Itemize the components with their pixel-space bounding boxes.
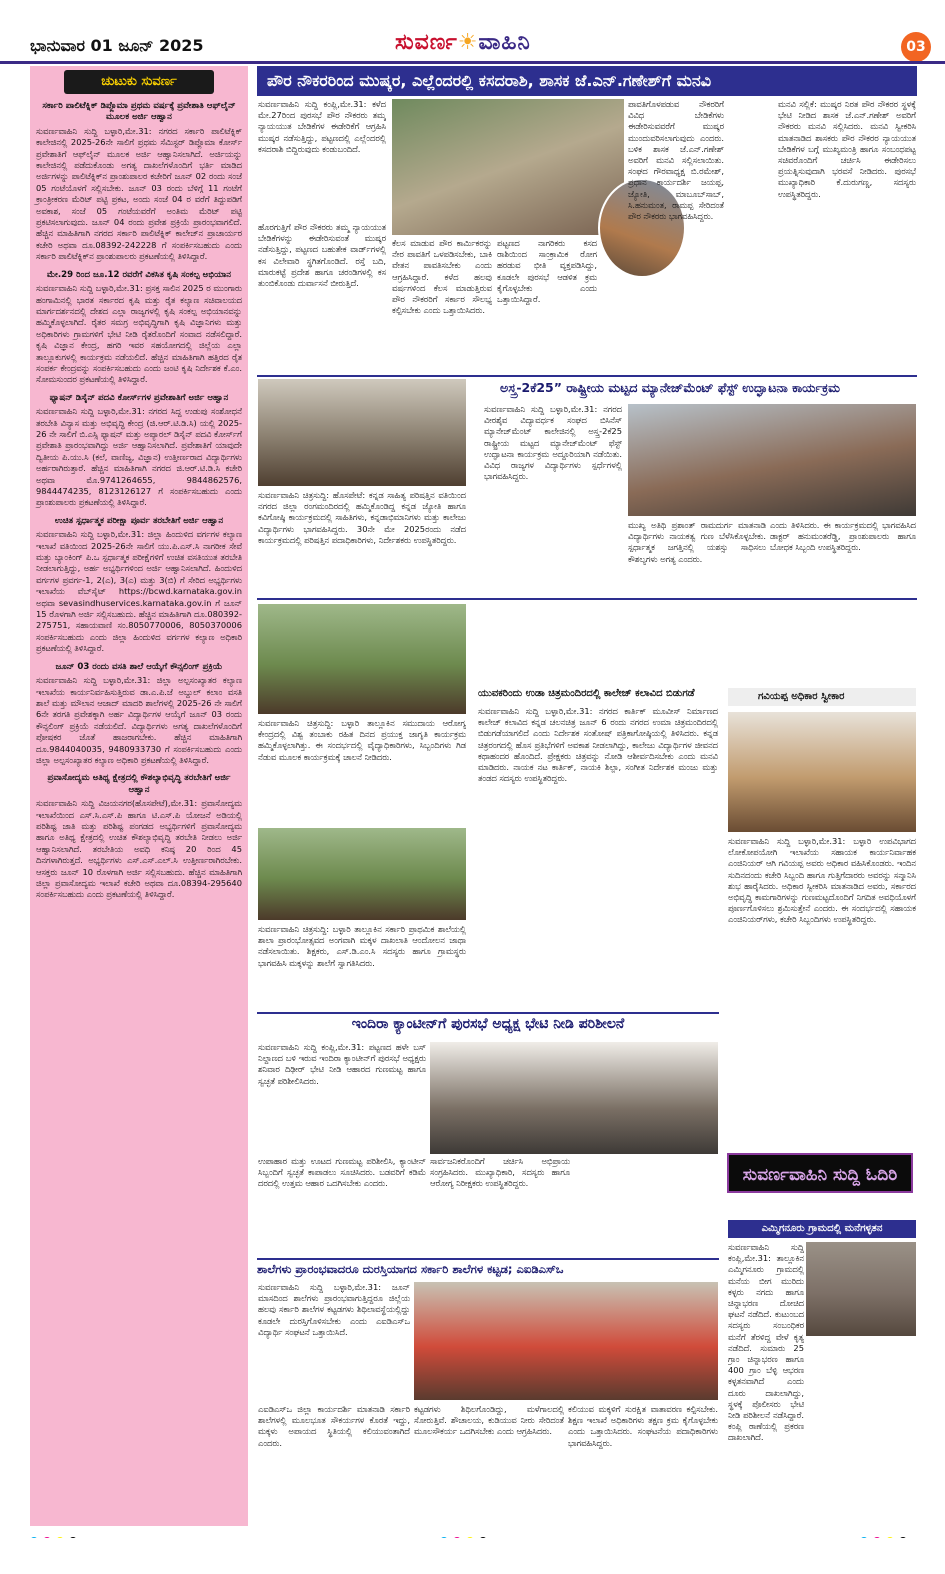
brief-heading: ಸರ್ಕಾರಿ ಪಾಲಿಟೆಕ್ನಿಕ್ ಡಿಪ್ಲೊಮಾ ಪ್ರಥಮ ವರ್ಷಕ್ಕೆ ಪ್ರವೇಶಾತಿ ಆಫ್‌ಲೈನ್ ಮೂಲಕ ಅರ್ಜಿ ಆಹ್ವಾನ: [42, 101, 236, 123]
brief-body: ಸುವರ್ಣವಾಹಿನಿ ಸುದ್ದಿ ವಿಜಯನಗರ(ಹೊಸಪೇಟೆ),ಮೇ.31: ಪ್ರವಾಸೋದ್ಯಮ ಇಲಾಖೆಯಿಂದ ಎಸ್.ಸಿ.ಎಸ್.ಪಿ ಹಾಗೂ ಟಿ.ಎಸ್.ಪಿ ಯೋಜನೆ ಅಡಿಯಲ್ಲಿ ಪರಿಶಿಷ್ಟ ಜಾತಿ ಮತ್ತು ಪರಿಶಿಷ್ಟ ಪಂಗಡದ ಅಭ್ಯರ್ಥಿಗಳಿಗೆ ಪ್ರವಾಸೋದ್ಯಮ ಹಾಗೂ ಅತಿಥ್ಯ ಕ್ಷೇತ್ರದಲ್ಲಿ ಉಚಿತ ಕೌಶಲ್ಯಾಭಿವೃದ್ಧಿ ತರಬೇತಿ ನೀಡಲು ಅರ್ಜಿ ಆಹ್ವಾನಿಸಲಾಗಿದೆ. ತರಬೇತಿಯ ಅವಧಿ ಕನಿಷ್ಠ 20 ರಿಂದ 45 ದಿನಗಳಾಗಿರುತ್ತದೆ. ಅಭ್ಯರ್ಥಿಗಳು ಎಸ್.ಎಸ್.ಎಲ್.ಸಿ ಉತ್ತೀರ್ಣರಾಗಿರಬೇಕು. ಆಸಕ್ತರು ಜೂನ್ 10 ರೊಳಗಾಗಿ ಅರ್ಜಿ ಸಲ್ಲಿಸಬಹುದು. ಹೆಚ್ಚಿನ ಮಾಹಿತಿಗಾಗಿ ಜಿಲ್ಲಾ ಪ್ರವಾಸೋದ್ಯಮ ಇಲಾಖೆ ಕಚೇರಿ ಅಥವಾ ದೂ.08394-295640 ಸಂಪರ್ಕಿಸಬಹುದು ಎಂದು ಪ್ರಕಟಣೆಯಲ್ಲಿ ತಿಳಿಸಿದ್ದಾರೆ.: [36, 798, 242, 900]
brief-heading: ಫ್ಯಾಷನ್ ಡಿಸೈನ್ ಪದವಿ ಕೋರ್ಸ್‌ಗಳ ಪ್ರವೇಶಾತಿಗೆ ಅರ್ಜಿ ಆಹ್ವಾನ: [49, 392, 229, 403]
chutuku-column: [30, 66, 248, 1526]
school-rally-caption: ಸುವರ್ಣವಾಹಿನಿ ಚಿತ್ರಸುದ್ದಿ: ಬಳ್ಳಾರಿ ತಾಲ್ಲೂಕಿನ ಸರ್ಕಾರಿ ಪ್ರಾಥಮಿಕ ಶಾಲೆಯಲ್ಲಿ ಶಾಲಾ ಪ್ರಾರಂಭೋತ್ಸವದ ಅಂಗವಾಗಿ ಮಕ್ಕಳ ದಾಖಲಾತಿ ಆಂದೋಲನ ಜಾಥಾ ನಡೆಸಲಾಯಿತು. ಶಿಕ್ಷಕರು, ಎಸ್.ಡಿ.ಎಂ.ಸಿ ಸದಸ್ಯರು ಹಾಗೂ ಗ್ರಾಮಸ್ಥರು ಭಾಗವಹಿಸಿ ಮಕ್ಕಳನ್ನು ಶಾಲೆಗೆ ಸ್ವಾಗತಿಸಿದರು.: [258, 924, 466, 968]
lead-col3: ಪಟ್ಟಣದ ನಾಗರಿಕರು ಕಸದ ರಾಶಿಯಿಂದ ಸಾಂಕ್ರಾಮಿಕ ರೋಗ ಹರಡುವ ಭೀತಿ ವ್ಯಕ್ತಪಡಿಸಿದ್ದು, ಕೂಡಲೇ ಪುರಸಭೆ ಆಡಳಿತ ಕ್ರಮ ಕೈಗೊಳ್ಳಬೇಕು ಎಂದು ಒತ್ತಾಯಿಸಿದ್ದಾರೆ.: [497, 238, 597, 305]
photo-officer: [728, 712, 916, 832]
officer-headline: ಗವಿಯಪ್ಪ ಅಧಿಕಾರ ಸ್ವೀಕಾರ: [728, 688, 916, 706]
registration-marks-right: [860, 1530, 920, 1538]
newspaper-logo: [395, 30, 531, 55]
divider: [257, 598, 917, 600]
brief-item: [36, 270, 242, 386]
photo-plant-event: [258, 604, 466, 714]
schools-col2: ಕಟ್ಟಡಗಳು ಶಿಥಿಲಗೊಂಡಿದ್ದು, ಮಳೆಗಾಲದಲ್ಲಿ ಸೋರುತ್ತಿವೆ. ಶೌಚಾಲಯ, ಕುಡಿಯುವ ನೀರು ಸೇರಿದಂತೆ ಮೂಲಸೌಕರ್ಯ ಒದಗಿಸಬೇಕು ಎಂದು ಆಗ್ರಹಿಸಿದರು.: [414, 1404, 564, 1437]
brief-body: ಸುವರ್ಣವಾಹಿನಿ ಸುದ್ದಿ ಬಳ್ಳಾರಿ,ಮೇ.31: ಜಿಲ್ಲಾ ಹಿಂದುಳಿದ ವರ್ಗಗಳ ಕಲ್ಯಾಣ ಇಲಾಖೆ ವತಿಯಿಂದ 2025-26ನೇ ಸಾಲಿಗೆ ಯು.ಪಿ.ಎಸ್.ಸಿ ನಾಗರೀಕ ಸೇವೆ ಮತ್ತು ಬ್ಯಾಂಕಿಂಗ್ ಪಿ.ಒ ಸ್ಪರ್ಧಾತ್ಮಕ ಪರೀಕ್ಷೆಗಳಿಗೆ ಉಚಿತ ವಸತಿಯುತ ತರಬೇತಿ ನೀಡಲಾಗುತ್ತಿದ್ದು, ಅರ್ಹ ಅಭ್ಯರ್ಥಿಗಳಿಂದ ಅರ್ಜಿ ಆಹ್ವಾನಿಸಲಾಗಿದೆ. ಹಿಂದುಳಿದ ವರ್ಗಗಳ ಪ್ರವರ್ಗ-1, 2(ಎ), 3(ಎ) ಮತ್ತು 3(ಬಿ) ಗೆ ಸೇರಿದ ಅಭ್ಯರ್ಥಿಗಳು ಇಲಾಖೆಯ ವೆಬ್‌ಸೈಟ್ https://bcwd.karnataka.gov.in ಅಥವಾ sevasindhuservices.karnataka.gov.in ಗೆ ಜೂನ್ 15 ರೊಳಗಾಗಿ ಅರ್ಜಿ ಸಲ್ಲಿಸಬಹುದು. ಹೆಚ್ಚಿನ ಮಾಹಿತಿಗಾಗಿ ದೂ.080392-275751, ಸಹಾಯವಾಣಿ ಸಂ.8050770006, 8050370006 ಸಂಪರ್ಕಿಸಬಹುದು ಎಂದು ಜಿಲ್ಲಾ ಹಿಂದುಳಿದ ವರ್ಗಗಳ ಕಲ್ಯಾಣ ಅಧಿಕಾರಿ ಪ್ರಕಟಣೆಯಲ್ಲಿ ತಿಳಿಸಿದ್ದಾರೆ.: [36, 529, 242, 654]
film-headline: ಯುವಕರಿಂದು ಉಡಾ ಚಿತ್ರಮಂದಿರದಲ್ಲಿ ಕಾಲೇಜ್ ಕಲಾವಿದ ಬಿಡುಗಡೆ: [478, 688, 695, 699]
kannada-event-caption: ಸುವರ್ಣವಾಹಿನಿ ಚಿತ್ರಸುದ್ದಿ: ಹೊಸಪೇಟೆ: ಕನ್ನಡ ಸಾಹಿತ್ಯ ಪರಿಷತ್ತಿನ ವತಿಯಿಂದ ನಗರದ ಜಿಲ್ಲಾ ರಂಗಮಂದಿರದಲ್ಲಿ ಹಮ್ಮಿಕೊಂಡಿದ್ದ ಕನ್ನಡ ಜ್ಯೋತಿ ಹಾಗೂ ಕವಿಗೋಷ್ಠಿ ಕಾರ್ಯಕ್ರಮದಲ್ಲಿ ಸಾಹಿತಿಗಳು, ಕನ್ನಡಾಭಿಮಾನಿಗಳು ಮತ್ತು ಕಾಲೇಜು ವಿದ್ಯಾರ್ಥಿಗಳು ಭಾಗವಹಿಸಿದ್ದರು. 30ನೇ ಮೇ 2025ರಂದು ನಡೆದ ಕಾರ್ಯಕ್ರಮದಲ್ಲಿ ಪರಿಷತ್ತಿನ ಪದಾಧಿಕಾರಿಗಳು, ನಿರ್ದೇಶಕರು ಉಪಸ್ಥಿತರಿದ್ದರು.: [258, 490, 466, 545]
brief-item: [36, 101, 242, 263]
photo-kannada-event: [258, 379, 466, 486]
officer-body: ಸುವರ್ಣವಾಹಿನಿ ಸುದ್ದಿ ಬಳ್ಳಾರಿ,ಮೇ.31: ಬಳ್ಳಾರಿ ಉಪವಿಭಾಗದ ಲೋಕೋಪಯೋಗಿ ಇಲಾಖೆಯ ಸಹಾಯಕ ಕಾರ್ಯನಿರ್ವಾಹಕ ಎಂಜಿನಿಯರ್ ಆಗಿ ಗವಿಯಪ್ಪ ಅವರು ಅಧಿಕಾರ ವಹಿಸಿಕೊಂಡರು. ಇಂದಿನ ಸುದಿನದಂದು ಕಚೇರಿ ಸಿಬ್ಬಂದಿ ಹಾಗೂ ಗುತ್ತಿಗೆದಾರರು ಅವರನ್ನು ಸನ್ಮಾನಿಸಿ ಶುಭ ಹಾರೈಸಿದರು. ಅಧಿಕಾರ ಸ್ವೀಕರಿಸಿ ಮಾತನಾಡಿದ ಅವರು, ಸರ್ಕಾರದ ಅಭಿವೃದ್ಧಿ ಕಾಮಗಾರಿಗಳನ್ನು ಗುಣಮಟ್ಟದೊಂದಿಗೆ ನಿಗದಿತ ಅವಧಿಯೊಳಗೆ ಪೂರ್ಣಗೊಳಿಸಲು ಶ್ರಮಿಸುತ್ತೇನೆ ಎಂದರು. ಈ ಸಂದರ್ಭದಲ್ಲಿ ಸಹಾಯಕ ಎಂಜಿನಿಯರ್‌ಗಳು, ಕಚೇರಿ ಸಿಬ್ಬಂದಿಗಳು ಉಪಸ್ಥಿತರಿದ್ದರು.: [728, 836, 916, 925]
photo-burglary: [806, 1242, 916, 1336]
lead-col2: ಕೆಲಸ ಮಾಡುವ ಪೌರ ಕಾರ್ಮಿಕರನ್ನು ನೇರ ಪಾವತಿಗೆ ಒಳಪಡಿಸಬೇಕು, ಬಾಕಿ ವೇತನ ಪಾವತಿಸಬೇಕು ಎಂದು ಆಗ್ರಹಿಸಿದ್ದಾರೆ. ಕಳೆದ ಹಲವು ವರ್ಷಗಳಿಂದ ಕೆಲಸ ಮಾಡುತ್ತಿರುವ ಪೌರ ನೌಕರರಿಗೆ ಸರ್ಕಾರ ಸೌಲಭ್ಯ ಕಲ್ಪಿಸಬೇಕು ಎಂದು ಒತ್ತಾಯಿಸಿದರು.: [392, 238, 492, 316]
brief-body: ಸುವರ್ಣವಾಹಿನಿ ಸುದ್ದಿ ಬಳ್ಳಾರಿ,ಮೇ.31: ನಗರದ ಸರ್ಕಾರಿ ಪಾಲಿಟೆಕ್ನಿಕ್ ಕಾಲೇಜಿನಲ್ಲಿ 2025-26ನೇ ಸಾಲಿಗೆ ಪ್ರಥಮ ಸೆಮಿಸ್ಟರ್ ಡಿಪ್ಲೊಮಾ ಕೋರ್ಸ್ ಪ್ರವೇಶಾತಿಗೆ ಆಫ್‌ಲೈನ್ ಮೂಲಕ ಅರ್ಜಿ ಆಹ್ವಾನಿಸಲಾಗಿದೆ. ಅರ್ಜಿಯನ್ನು ಕಾಲೇಜಿನಲ್ಲಿ ಪಡೆದುಕೊಂಡು ಅಗತ್ಯ ದಾಖಲೆಗಳೊಂದಿಗೆ ಭರ್ತಿ ಮಾಡಿದ ಅರ್ಜಿಗಳನ್ನು ಪಾಲಿಟೆಕ್ನಿಕ್‌ನ ಪ್ರಾಂಶುಪಾಲರ ಕಚೇರಿಗೆ ಜೂನ್ 02 ರಂದು ಸಂಜೆ 05 ಗಂಟೆಯೊಳಗೆ ಸಲ್ಲಿಸಬೇಕು. ಜೂನ್ 03 ರಂದು ಬೆಳಿಗ್ಗೆ 11 ಗಂಟೆಗೆ ಕ್ರಾಂತ್ರೀಕರಣ ಮೆರಿಟ್ ಪಟ್ಟಿ ಪ್ರಕಟ, ಅಂದು ಸಂಜೆ 04 ರ ವರೆಗೆ ತಿದ್ದುಪಡಿಗೆ ಅವಕಾಶ, ಸಂಜೆ 05 ಗಂಟೆಯವರೆಗೆ ಅಂತಿಮ ಮೆರಿಟ್ ಪಟ್ಟಿ ಪ್ರಕಟಿಸಲಾಗುವುದು. ಜೂನ್ 04 ರಂದು ಪ್ರವೇಶ ಪ್ರಕ್ರಿಯೆ ಪ್ರಾರಂಭವಾಗಲಿದೆ. ಹೆಚ್ಚಿನ ಮಾಹಿತಿಗಾಗಿ ನಗರದ ಸರ್ಕಾರಿ ಪಾಲಿಟೆಕ್ನಿಕ್ ಕಾಲೇಜ್‌ನ ಪ್ರಾಚಾರ್ಯರ ಕಚೇರಿ ಅಥವಾ ದೂ.08392-242228 ಗೆ ಸಂಪರ್ಕಿಸಬಹುದು ಎಂದು ಸರ್ಕಾರಿ ಪಾಲಿಟೆಕ್ನಿಕ್‌ನ ಪ್ರಾಂಶುಪಾಲರು ಪ್ರಕಟಣೆಯಲ್ಲಿ ತಿಳಿಸಿದ್ದಾರೆ.: [36, 125, 242, 262]
lead-col1-bottom: ಹೊರಗುತ್ತಿಗೆ ಪೌರ ನೌಕರರು ತಮ್ಮ ನ್ಯಾಯಯುತ ಬೇಡಿಕೆಗಳನ್ನು ಈಡೇರಿಸುವಂತೆ ಮುಷ್ಕರ ನಡೆಸುತ್ತಿದ್ದು, ಪಟ್ಟಣದ ಬಹುತೇಕ ವಾರ್ಡ್‌ಗಳಲ್ಲಿ ಕಸ ವಿಲೇವಾರಿ ಸ್ಥಗಿತಗೊಂಡಿದೆ. ರಸ್ತೆ ಬದಿ, ಮಾರುಕಟ್ಟೆ ಪ್ರದೇಶ ಹಾಗೂ ಚರಂಡಿಗಳಲ್ಲಿ ಕಸ ತುಂಬಿಕೊಂಡು ದುರ್ವಾಸನೆ ಬೀರುತ್ತಿದೆ.: [258, 222, 386, 289]
divider: [257, 1012, 719, 1014]
schools-col1b: ಎಐಡಿಎಸ್‌ಒ ಜಿಲ್ಲಾ ಕಾರ್ಯದರ್ಶಿ ಮಾತನಾಡಿ ಸರ್ಕಾರಿ ಶಾಲೆಗಳಲ್ಲಿ ಮೂಲಭೂತ ಸೌಕರ್ಯಗಳ ಕೊರತೆ ಇದ್ದು, ಮಕ್ಕಳು ಅಪಾಯದ ಸ್ಥಿತಿಯಲ್ಲಿ ಕಲಿಯುವಂತಾಗಿದೆ ಎಂದರು.: [258, 1404, 410, 1448]
lead-col4: ಪಾವತಿಗೊಳಪಡುವ ನೌಕರರಿಗೆ ವಿವಿಧ ಬೇಡಿಕೆಗಳು ಈಡೇರಿಸುವವರೆಗೆ ಮುಷ್ಕರ ಮುಂದುವರಿಸಲಾಗುವುದು ಎಂದರು. ಬಳಿಕ ಶಾಸಕ ಜೆ.ಎನ್.ಗಣೇಶ್ ಅವರಿಗೆ ಮನವಿ ಸಲ್ಲಿಸಲಾಯಿತು. ಸಂಘದ ಗೌರವಾಧ್ಯಕ್ಷ ಬಿ.ರಮೇಶ್, ಪ್ರಧಾನ ಕಾರ್ಯದರ್ಶಿ ಜಯಪ್ಪ, ಜ್ಯೋತಿ, ಮಾಬೂಬ್‌ಸಾಬ್, ಸಿ.ಹನುಮಂತ, ರಾಮಪ್ಪ ಸೇರಿದಂತೆ ಪೌರ ನೌಕರರು ಭಾಗವಹಿಸಿದ್ದರು.: [628, 99, 724, 222]
plant-event-caption: ಸುವರ್ಣವಾಹಿನಿ ಚಿತ್ರಸುದ್ದಿ: ಬಳ್ಳಾರಿ ತಾಲ್ಲೂಕಿನ ಸಮುದಾಯ ಆರೋಗ್ಯ ಕೇಂದ್ರದಲ್ಲಿ ವಿಶ್ವ ತಂಬಾಕು ರಹಿತ ದಿನದ ಪ್ರಯುಕ್ತ ಜಾಗೃತಿ ಕಾರ್ಯಕ್ರಮ ಹಮ್ಮಿಕೊಳ್ಳಲಾಗಿತ್ತು. ಈ ಸಂದರ್ಭದಲ್ಲಿ ವೈದ್ಯಾಧಿಕಾರಿಗಳು, ಸಿಬ್ಬಂದಿಗಳು ಗಿಡ ನೆಡುವ ಮೂಲಕ ಕಾರ್ಯಕ್ರಮಕ್ಕೆ ಚಾಲನೆ ನೀಡಿದರು.: [258, 718, 466, 762]
photo-astra-guests: [628, 404, 916, 516]
brief-heading: ಮೇ.29 ರಿಂದ ಜೂ.12 ರವರೆಗೆ ವಿಕಸಿತ ಕೃಷಿ ಸಂಕಲ್ಪ ಅಭಿಯಾನ: [46, 269, 232, 280]
canteen-col3: ಸಾರ್ವಜನಿಕರೊಂದಿಗೆ ಚರ್ಚಿಸಿ ಅಭಿಪ್ರಾಯ ಸಂಗ್ರಹಿಸಿದರು. ಮುಖ್ಯಾಧಿಕಾರಿ, ಸದಸ್ಯರು ಹಾಗೂ ಆರೋಗ್ಯ ನಿರೀಕ್ಷಕರು ಉಪಸ್ಥಿತರಿದ್ದರು.: [430, 1156, 570, 1189]
brief-item: [36, 393, 242, 509]
canteen-col2: ಉಪಾಹಾರ ಮತ್ತು ಊಟದ ಗುಣಮಟ್ಟ ಪರಿಶೀಲಿಸಿ, ಕ್ಯಾಂಟೀನ್ ಸಿಬ್ಬಂದಿಗೆ ಸ್ವಚ್ಛತೆ ಕಾಪಾಡಲು ಸೂಚಿಸಿದರು. ಬಡವರಿಗೆ ಕಡಿಮೆ ದರದಲ್ಲಿ ಉತ್ತಮ ಆಹಾರ ಒದಗಿಸಬೇಕು ಎಂದರು.: [258, 1156, 426, 1189]
brief-item: [36, 516, 242, 655]
column-banner: ಚುಟುಕು ಸುವರ್ಣ: [64, 70, 214, 94]
brief-heading: ಪ್ರವಾಸೋದ್ಯಮ ಅತಿಥ್ಯ ಕ್ಷೇತ್ರದಲ್ಲಿ ಕೌಶಲ್ಯಾಭಿವೃದ್ಧಿ ತರಬೇತಿಗೆ ಅರ್ಜಿ ಆಹ್ವಾನ: [47, 773, 231, 795]
schools-col3: ಕಲಿಯುವ ಮಕ್ಕಳಿಗೆ ಸುರಕ್ಷಿತ ವಾತಾವರಣ ಕಲ್ಪಿಸಬೇಕು. ಶಿಕ್ಷಣ ಇಲಾಖೆ ಅಧಿಕಾರಿಗಳು ತಕ್ಷಣ ಕ್ರಮ ಕೈಗೊಳ್ಳಬೇಕು ಎಂದು ಒತ್ತಾಯಿಸಿದರು. ಸಂಘಟನೆಯ ಪದಾಧಿಕಾರಿಗಳು ಭಾಗವಹಿಸಿದ್ದರು.: [568, 1404, 718, 1448]
divider: [257, 375, 917, 377]
lead-col1-top: ಸುವರ್ಣವಾಹಿನಿ ಸುದ್ದಿ ಕಂಪ್ಲಿ,ಮೇ.31: ಕಳೆದ ಮೇ.27ರಿಂದ ಪುರಸಭೆ ಪೌರ ನೌಕರರು ತಮ್ಮ ನ್ಯಾಯಯುತ ಬೇಡಿಕೆಗಳ ಈಡೇರಿಕೆಗೆ ಆಗ್ರಹಿಸಿ ಮುಷ್ಕರ ನಡೆಸುತ್ತಿದ್ದು, ಪಟ್ಟಣದಲ್ಲಿ ಎಲ್ಲೆಂದರಲ್ಲಿ ಕಸದರಾಶಿ ಬಿದ್ದಿರುವುದು ಕಂಡುಬಂದಿದೆ.: [258, 99, 386, 154]
emmiganur-headline: ಎಮ್ಮಿಗನೂರು ಗ್ರಾಮದಲ್ಲಿ ಮನೆಗಳ್ಳತನ: [728, 1220, 916, 1238]
lead-col5: ಮನವಿ ಸಲ್ಲಿಕೆ: ಮುಷ್ಕರ ನಿರತ ಪೌರ ನೌಕರರ ಸ್ಥಳಕ್ಕೆ ಭೇಟಿ ನೀಡಿದ ಶಾಸಕ ಜೆ.ಎನ್.ಗಣೇಶ್ ಅವರಿಗೆ ನೌಕರರು ಮನವಿ ಸಲ್ಲಿಸಿದರು. ಮನವಿ ಸ್ವೀಕರಿಸಿ ಮಾತನಾಡಿದ ಶಾಸಕರು ಪೌರ ನೌಕರರ ನ್ಯಾಯಯುತ ಬೇಡಿಕೆಗಳ ಬಗ್ಗೆ ಮುಖ್ಯಮಂತ್ರಿ ಹಾಗೂ ಸಂಬಂಧಪಟ್ಟ ಸಚಿವರೊಂದಿಗೆ ಚರ್ಚಿಸಿ ಈಡೇರಿಸಲು ಪ್ರಯತ್ನಿಸುವುದಾಗಿ ಭರವಸೆ ನೀಡಿದರು. ಪುರಸಭೆ ಮುಖ್ಯಾಧಿಕಾರಿ ಕೆ.ದುರುಗಣ್ಣ, ಸದಸ್ಯರು ಉಪಸ್ಥಿತರಿದ್ದರು.: [778, 99, 916, 199]
brief-body: ಸುವರ್ಣವಾಹಿನಿ ಸುದ್ದಿ ಬಳ್ಳಾರಿ,ಮೇ.31: ಪ್ರಸಕ್ತ ಸಾಲಿನ 2025 ರ ಮುಂಗಾರು ಹಂಗಾಮಿನಲ್ಲಿ ಭಾರತ ಸರ್ಕಾರದ ಕೃಷಿ ಮತ್ತು ರೈತ ಕಲ್ಯಾಣ ಸಚಿವಾಲಯದ ಮಾರ್ಗದರ್ಶನದಲ್ಲಿ ದೇಶದ ಎಲ್ಲಾ ರಾಜ್ಯಗಳಲ್ಲಿ ಕೃಷಿ ಸಂಕಲ್ಪ ಅಭಿಯಾನವನ್ನು ಹಮ್ಮಿಕೊಳ್ಳಲಾಗಿದೆ. ರೈತರ ಸಮಗ್ರ ಅಭಿವೃದ್ಧಿಗಾಗಿ ಕೃಷಿ ವಿಜ್ಞಾನಿಗಳು ಮತ್ತು ಅಧಿಕಾರಿಗಳು ಗ್ರಾಮಗಳಿಗೆ ಭೇಟಿ ನೀಡಿ ರೈತರೊಂದಿಗೆ ಸಂವಾದ ನಡೆಸಲಿದ್ದಾರೆ. ಕೃಷಿ ವಿಜ್ಞಾನ ಕೇಂದ್ರ, ಹಗರಿ ಇವರ ಸಹಯೋಗದಲ್ಲಿ ಜಿಲ್ಲೆಯ ಎಲ್ಲಾ ತಾಲ್ಲೂಕುಗಳಲ್ಲಿ ಕಾರ್ಯಕ್ರಮ ನಡೆಯಲಿದೆ. ಹೆಚ್ಚಿನ ಮಾಹಿತಿಗಾಗಿ ಹತ್ತಿರದ ರೈತ ಸಂಪರ್ಕ ಕೇಂದ್ರವನ್ನು ಸಂಪರ್ಕಿಸಬಹುದು ಎಂದು ಜಂಟಿ ಕೃಷಿ ನಿರ್ದೇಶಕ ಕೆ.ಎಂ. ಸೋಮಸುಂದರ ಪ್ರಕಟಣೆಯಲ್ಲಿ ತಿಳಿಸಿದ್ದಾರೆ.: [36, 283, 242, 385]
logo-part1: ಸುವರ್ಣ: [395, 30, 458, 55]
emmiganur-body: ಸುವರ್ಣವಾಹಿನಿ ಸುದ್ದಿ ಕಂಪ್ಲಿ,ಮೇ.31: ತಾಲ್ಲೂಕಿನ ಎಮ್ಮಿಗನೂರು ಗ್ರಾಮದಲ್ಲಿ ಮನೆಯ ಬೀಗ ಮುರಿದು ಕಳ್ಳರು ನಗದು ಹಾಗೂ ಚಿನ್ನಾಭರಣ ದೋಚಿದ ಘಟನೆ ನಡೆದಿದೆ. ಕುಟುಂಬದ ಸದಸ್ಯರು ಸಂಬಂಧಿಕರ ಮನೆಗೆ ತೆರಳಿದ್ದ ವೇಳೆ ಕೃತ್ಯ ನಡೆದಿದೆ. ಸುಮಾರು 25 ಗ್ರಾಂ ಚಿನ್ನಾಭರಣ ಹಾಗೂ 400 ಗ್ರಾಂ ಬೆಳ್ಳಿ ಆಭರಣ ಕಳ್ಳತನವಾಗಿದೆ ಎಂದು ದೂರು ದಾಖಲಾಗಿದ್ದು, ಸ್ಥಳಕ್ಕೆ ಪೊಲೀಸರು ಭೇಟಿ ನೀಡಿ ಪರಿಶೀಲನೆ ನಡೆಸಿದ್ದಾರೆ. ಕಂಪ್ಲಿ ಠಾಣೆಯಲ್ಲಿ ಪ್ರಕರಣ ದಾಖಲಾಗಿದೆ.: [728, 1242, 804, 1443]
brief-item: [36, 662, 242, 767]
schools-headline: ಶಾಲೆಗಳು ಪ್ರಾರಂಭವಾದರೂ ದುರಸ್ತಿಯಾಗದ ಸರ್ಕಾರಿ ಶಾಲೆಗಳ ಕಟ್ಟಡ; ಎಐಡಿಎಸ್‌ಒ: [257, 1258, 719, 1278]
promo-read-news: ಸುವರ್ಣವಾಹಿನಿ ಸುದ್ದಿ ಓದಿರಿ: [727, 1153, 913, 1193]
logo-part2: ವಾಹಿನಿ: [478, 30, 531, 55]
brief-heading: ಉಚಿತ ಸ್ಪರ್ಧಾತ್ಮಕ ಪರೀಕ್ಷಾ ಪೂರ್ವ ತರಬೇತಿಗೆ ಅರ್ಜಿ ಆಹ್ವಾನ: [54, 515, 224, 526]
canteen-headline: ಇಂದಿರಾ ಕ್ಯಾಂಟೀನ್‌ಗೆ ಪುರಸಭೆ ಅಧ್ಯಕ್ಷ ಭೇಟಿ ನೀಡಿ ಪರಿಶೀಲನೆ: [351, 1016, 625, 1032]
canteen-col1: ಸುವರ್ಣವಾಹಿನಿ ಸುದ್ದಿ ಕಂಪ್ಲಿ,ಮೇ.31: ಪಟ್ಟಣದ ಹಳೇ ಬಸ್ ನಿಲ್ದಾಣದ ಬಳಿ ಇರುವ ಇಂದಿರಾ ಕ್ಯಾಂಟೀನ್‌ಗೆ ಪುರಸಭೆ ಅಧ್ಯಕ್ಷರು ಶನಿವಾರ ದಿಢೀರ್ ಭೇಟಿ ನೀಡಿ ಆಹಾರದ ಗುಣಮಟ್ಟ ಹಾಗೂ ಸ್ವಚ್ಛತೆ ಪರಿಶೀಲಿಸಿದರು.: [258, 1042, 426, 1086]
issue-date: ಭಾನುವಾರ 01 ಜೂನ್ 2025: [30, 36, 204, 55]
brief-body: ಸುವರ್ಣವಾಹಿನಿ ಸುದ್ದಿ ಬಳ್ಳಾರಿ,ಮೇ.31: ಜಿಲ್ಲಾ ಅಲ್ಪಸಂಖ್ಯಾತರ ಕಲ್ಯಾಣ ಇಲಾಖೆಯ ಕಾರ್ಯನಿರ್ವಹಿಸುತ್ತಿರುವ ಡಾ.ಎ.ಪಿ.ಜೆ ಅಬ್ದುಲ್ ಕಲಾಂ ವಸತಿ ಶಾಲೆ ಮತ್ತು ಮೌಲಾನ ಆಜಾದ್ ಮಾದರಿ ಶಾಲೆಗಳಲ್ಲಿ 2025-26 ನೇ ಸಾಲಿಗೆ 6ನೇ ತರಗತಿ ಪ್ರವೇಶಕ್ಕಾಗಿ ಅರ್ಹ ವಿದ್ಯಾರ್ಥಿಗಳ ಆಯ್ಕೆಗೆ ಜೂನ್ 03 ರಂದು ಕೌನ್ಸಲಿಂಗ್ ಪ್ರಕ್ರಿಯೆ ನಡೆಯಲಿದೆ. ವಿದ್ಯಾರ್ಥಿಗಳು ಅಗತ್ಯ ದಾಖಲೆಗಳೊಂದಿಗೆ ಪೋಷಕರ ಜೊತೆ ಹಾಜರಾಗಬೇಕು. ಹೆಚ್ಚಿನ ಮಾಹಿತಿಗಾಗಿ ದೂ.9844040035, 9480933730 ಗೆ ಸಂಪರ್ಕಿಸಬಹುದು ಎಂದು ಜಿಲ್ಲಾ ಅಲ್ಪಸಂಖ್ಯಾತರ ಕಲ್ಯಾಣ ಅಧಿಕಾರಿ ಪ್ರಕಟಣೆಯಲ್ಲಿ ತಿಳಿಸಿದ್ದಾರೆ.: [36, 675, 242, 765]
astra-col1: ಸುವರ್ಣವಾಹಿನಿ ಸುದ್ದಿ ಬಳ್ಳಾರಿ,ಮೇ.31: ನಗರದ ವೀರಶೈವ ವಿದ್ಯಾವರ್ಧಕ ಸಂಘದ ಬಿಸಿನೆಸ್ ಮ್ಯಾನೇಜ್‌ಮೆಂಟ್ ಕಾಲೇಜಿನಲ್ಲಿ ಅಸ್ತ್ರ-2ಕೆ25 ರಾಷ್ಟ್ರೀಯ ಮಟ್ಟದ ಮ್ಯಾನೇಜ್‌ಮೆಂಟ್ ಫೆಸ್ಟ್ ಉದ್ಘಾಟನಾ ಕಾರ್ಯಕ್ರಮ ಅದ್ದೂರಿಯಾಗಿ ನಡೆಯಿತು. ವಿವಿಧ ರಾಜ್ಯಗಳ ವಿದ್ಯಾರ್ಥಿಗಳು ಸ್ಪರ್ಧೆಗಳಲ್ಲಿ ಭಾಗವಹಿಸಿದ್ದರು.: [484, 404, 622, 482]
brief-heading: ಜೂನ್ 03 ರಂದು ವಸತಿ ಶಾಲೆ ಆಯ್ಕೆಗೆ ಕೌನ್ಸಲಿಂಗ್ ಪ್ರಕ್ರಿಯೆ: [55, 661, 223, 672]
brief-body: ಸುವರ್ಣವಾಹಿನಿ ಸುದ್ದಿ ಬಳ್ಳಾರಿ,ಮೇ.31: ನಗರದ ಸಿದ್ದ ಉಡುಪು ಸಂಶೋಧನೆ ತರಬೇತಿ ವಿನ್ಯಾಸ ಮತ್ತು ಅಭಿವೃದ್ಧಿ ಕೇಂದ್ರ (ಜಿ.ಆರ್.ಟಿ.ಡಿ.ಸಿ) ಯಲ್ಲಿ 2025-26 ನೇ ಸಾಲಿಗೆ ಬಿ.ಎಸ್ಸಿ ಫ್ಯಾಷನ್ ಮತ್ತು ಅಪ್ಯಾರಲ್ ಡಿಸೈನ್ ಪದವಿ ಕೋರ್ಸ್‌ಗೆ ಪ್ರವೇಶಾತಿ ಪ್ರಾರಂಭವಾಗಿದ್ದು ಅರ್ಜಿ ಆಹ್ವಾನಿಸಲಾಗಿದೆ. ಪ್ರವೇಶಾತಿಗೆ ಯಾವುದೇ ದ್ವಿತೀಯ ಪಿ.ಯು.ಸಿ (ಕಲೆ, ವಾಣಿಜ್ಯ, ವಿಜ್ಞಾನ) ಉತ್ತೀರ್ಣರಾದ ವಿದ್ಯಾರ್ಥಿಗಳು ಅರ್ಹರಾಗಿರುತ್ತಾರೆ. ಹೆಚ್ಚಿನ ಮಾಹಿತಿಗಾಗಿ ನಗರದ ಜಿ.ಆರ್.ಟಿ.ಡಿ.ಸಿ ಕಚೇರಿ ಅಥವಾ ಮೊ.9741264655, 9844862576, 9844474235, 8123126127 ಗೆ ಸಂಪರ್ಕಿಸಬಹುದು ಎಂದು ಪ್ರಾಂಶುಪಾಲರು ಪ್ರಕಟಣೆಯಲ್ಲಿ ತಿಳಿಸಿದ್ದಾರೆ.: [36, 406, 242, 508]
lead-photo-protest: [392, 99, 624, 235]
masthead: [0, 30, 945, 64]
film-body: ಸುವರ್ಣವಾಹಿನಿ ಸುದ್ದಿ ಬಳ್ಳಾರಿ,ಮೇ.31: ನಗರದ ಕಾರ್ತಿಕ್ ಮೂವೀಸ್ ನಿರ್ಮಾಣದ ಕಾಲೇಜ್ ಕಲಾವಿದ ಕನ್ನಡ ಚಲನಚಿತ್ರ ಜೂನ್ 6 ರಂದು ನಗರದ ಉಮಾ ಚಿತ್ರಮಂದಿರದಲ್ಲಿ ಬಿಡುಗಡೆಯಾಗಲಿದೆ ಎಂದು ನಿರ್ದೇಶಕ ಸಂತೋಷ್ ಪತ್ರಿಕಾಗೋಷ್ಠಿಯಲ್ಲಿ ತಿಳಿಸಿದರು. ಕನ್ನಡ ಚಿತ್ರರಂಗದಲ್ಲಿ ಹೊಸ ಪ್ರತಿಭೆಗಳಿಗೆ ಅವಕಾಶ ನೀಡಲಾಗಿದ್ದು, ಕಾಲೇಜು ವಿದ್ಯಾರ್ಥಿಗಳ ಜೀವನದ ಕಥಾಹಂದರ ಹೊಂದಿದೆ. ಪ್ರೇಕ್ಷಕರು ಚಿತ್ರವನ್ನು ನೋಡಿ ಆಶೀರ್ವದಿಸಬೇಕು ಎಂದು ಮನವಿ ಮಾಡಿದರು. ನಾಯಕ ನಟ ಕಾರ್ತಿಕ್, ನಾಯಕಿ ಶಿಲ್ಪಾ, ಸಂಗೀತ ನಿರ್ದೇಶಕ ಮಂಜು ಮತ್ತು ತಂಡದ ಸದಸ್ಯರು ಉಪಸ್ಥಿತರಿದ್ದರು.: [478, 706, 718, 784]
page-number: 03: [901, 32, 931, 62]
schools-col1: ಸುವರ್ಣವಾಹಿನಿ ಸುದ್ದಿ ಬಳ್ಳಾರಿ,ಮೇ.31: ಜೂನ್ ಮಾಸದಿಂದ ಶಾಲೆಗಳು ಪ್ರಾರಂಭವಾಗುತ್ತಿದ್ದರೂ ಜಿಲ್ಲೆಯ ಹಲವು ಸರ್ಕಾರಿ ಶಾಲೆಗಳ ಕಟ್ಟಡಗಳು ಶಿಥಿಲಾವಸ್ಥೆಯಲ್ಲಿದ್ದು ಕೂಡಲೇ ದುರಸ್ತಿಗೊಳಿಸಬೇಕು ಎಂದು ಎಐಡಿಎಸ್‌ಒ ವಿದ್ಯಾರ್ಥಿ ಸಂಘಟನೆ ಒತ್ತಾಯಿಸಿದೆ.: [258, 1282, 410, 1337]
photo-canteen: [430, 1042, 718, 1154]
photo-school-rally: [258, 828, 466, 920]
photo-aidso-protest: [414, 1282, 718, 1400]
registration-marks-center: [440, 1530, 500, 1538]
logo-sun-icon: ☀: [457, 30, 479, 55]
registration-marks-left: [30, 1530, 90, 1538]
lead-headline: ಪೌರ ನೌಕರರಿಂದ ಮುಷ್ಕರ, ಎಲ್ಲೆಂದರಲ್ಲಿ ಕಸದರಾಶಿ, ಶಾಸಕ ಜೆ.ಎನ್.ಗಣೇಶ್‌ಗೆ ಮನವಿ: [257, 66, 917, 96]
astra-col3: ಎಂದು ತಿಳಿಸಿದರು. ಈ ಕಾರ್ಯಕ್ರಮದಲ್ಲಿ ಭಾಗವಹಿಸಿದ ಡಾಕ್ಟರ್ ಹನುಮಂತರೆಡ್ಡಿ, ಪ್ರಾಂಶುಪಾಲರು ಹಾಗೂ ಬೋಧಕ ಸಿಬ್ಬಂದಿ ಉಪಸ್ಥಿತರಿದ್ದರು.: [770, 520, 916, 553]
brief-item: [36, 773, 242, 900]
astra-headline: ಅಸ್ತ್ರ-2ಕೆ25” ರಾಷ್ಟ್ರೀಯ ಮಟ್ಟದ ಮ್ಯಾನೇಜ್‌ಮೆಂಟ್ ಫೆಸ್ಟ್ ಉದ್ಘಾಟನಾ ಕಾರ್ಯಕ್ರಮ: [500, 380, 841, 395]
astra-col2: ಮುಖ್ಯ ಅತಿಥಿ ಪ್ರಶಾಂತ್ ರಾಮದುರ್ಗ ಮಾತನಾಡಿ ವಿದ್ಯಾರ್ಥಿಗಳು ನಾಯಕತ್ವ ಗುಣ ಬೆಳೆಸಿಕೊಳ್ಳಬೇಕು. ಸ್ಪರ್ಧಾತ್ಮಕ ಜಗತ್ತಿನಲ್ಲಿ ಯಶಸ್ಸು ಸಾಧಿಸಲು ಕೌಶಲ್ಯಗಳು ಅಗತ್ಯ ಎಂದರು.: [628, 520, 766, 564]
